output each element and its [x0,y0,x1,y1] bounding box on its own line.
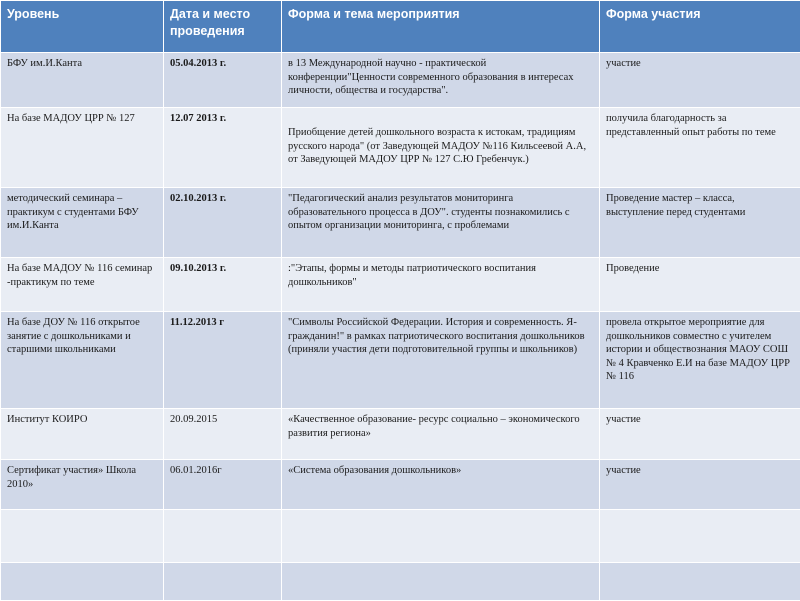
table-row [1,409,800,460]
cell-participation: Проведение [600,258,800,312]
header-level: Уровень [1,1,164,53]
table-row-empty [1,563,800,601]
cell-level: Институт КОИРО [1,409,164,460]
table-row [1,108,800,188]
cell-level: На базе МАДОУ № 116 семинар -практикум по теме [1,258,164,312]
cell-date: 02.10.2013 г. [164,188,282,258]
cell-date: 06.01.2016г [164,460,282,510]
cell-empty [1,563,164,601]
table-row [1,460,800,510]
cell-empty [164,510,282,563]
cell-level: Сертификат участия» Школа 2010» [1,460,164,510]
table-row [1,53,800,108]
cell-event: "Педагогический анализ результатов мониторинга образовательного процесса в ДОУ". студенты познакомились с опытом организации мониторинга, с проблемами [282,188,600,258]
cell-participation: участие [600,409,800,460]
cell-date: 09.10.2013 г. [164,258,282,312]
cell-empty [600,563,800,601]
cell-participation: провела открытое мероприятие для дошкольников совместно с учителем истории и обществознания МАОУ СОШ № 4 Кравченко Е.И на базе МАДОУ ЦРР № 116 [600,312,800,409]
cell-event: "Символы Российской Федерации. История и современность. Я- гражданин!" в рамках патриотического воспитания дошкольников (приняли участия дети подготовительной группы и школьников) [282,312,600,409]
cell-level: БФУ им.И.Канта [1,53,164,108]
table-row [1,312,800,409]
cell-event [282,108,600,188]
cell-date: 20.09.2015 [164,409,282,460]
cell-empty [164,563,282,601]
table-row-empty [1,510,800,563]
cell-level: На базе ДОУ № 116 открытое занятие с дошкольниками и старшими школьниками [1,312,164,409]
cell-date: 11.12.2013 г [164,312,282,409]
cell-empty [1,510,164,563]
cell-date: 12.07 2013 г. [164,108,282,188]
cell-empty [282,510,600,563]
cell-participation: участие [600,460,800,510]
cell-level: На базе МАДОУ ЦРР № 127 [1,108,164,188]
table-header-row [1,1,800,53]
header-date-place: Дата и место проведения [164,1,282,53]
cell-empty [282,563,600,601]
cell-event-text: Приобщение детей дошкольного возраста к истокам, традициям русского народа" (от Заведующей МАДОУ №116 Кильсеевой А.А, от Заведующей МАДОУ ЦРР № 127 С.Ю Гребенчук.) [288,127,586,165]
cell-level: методический семинара – практикум с студентами БФУ им.И.Канта [1,188,164,258]
cell-empty [600,510,800,563]
cell-participation: Проведение мастер – класса, выступление перед студентами [600,188,800,258]
cell-event: «Система образования дошкольников» [282,460,600,510]
table-row [1,258,800,312]
cell-participation: получила благодарность за представленный опыт работы по теме [600,108,800,188]
cell-event: :"Этапы, формы и методы патриотического воспитания дошкольников" [282,258,600,312]
header-participation: Форма участия [600,1,800,53]
cell-date: 05.04.2013 г. [164,53,282,108]
table-row [1,188,800,258]
cell-event: «Качественное образование- ресурс социально – экономического развития региона» [282,409,600,460]
header-event: Форма и тема мероприятия [282,1,600,53]
cell-participation: участие [600,53,800,108]
cell-event: в 13 Международной научно - практической конференции"Ценности современного образования в интересах личности, общества и государства". [282,53,600,108]
